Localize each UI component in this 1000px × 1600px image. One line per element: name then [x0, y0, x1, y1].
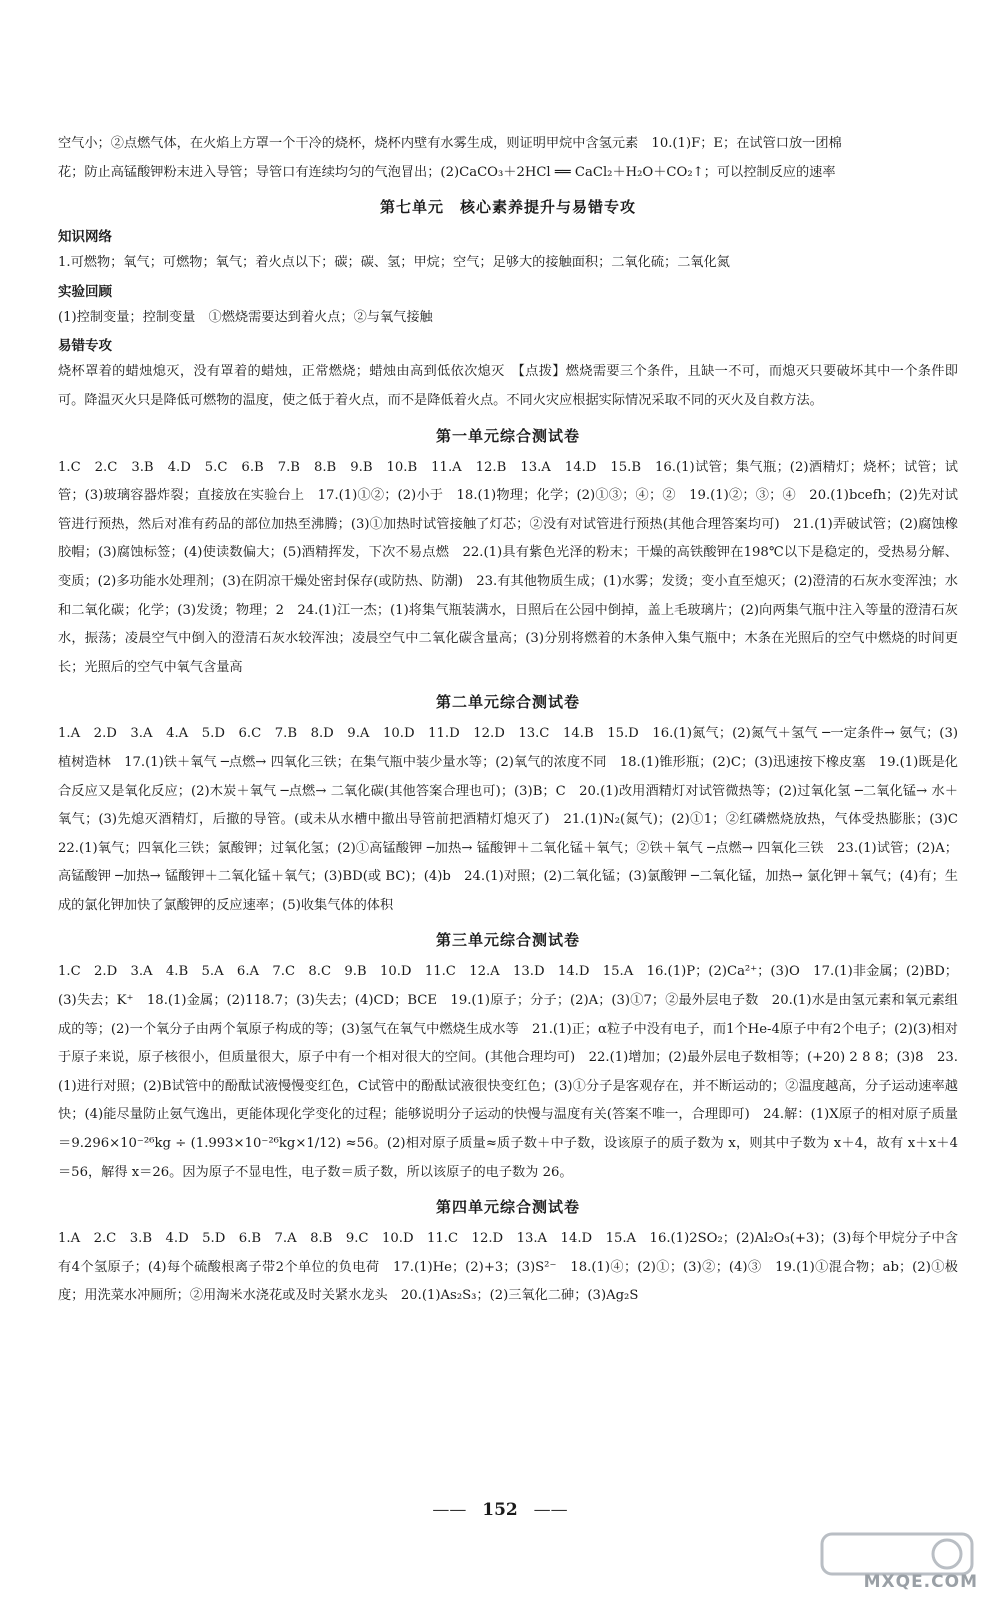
continued-answer-line-2: 花；防止高锰酸钾粉末进入导管；导管口有连续均匀的气泡冒出；(2)CaCO₃＋2HCl ══ CaCl₂＋H₂O＋CO₂↑；可以控制反应的速率 [58, 164, 836, 180]
footer-dash-right-icon: —— [533, 1500, 568, 1520]
error-heading: 易错专攻 [58, 338, 112, 355]
test3-title: 第三单元综合测试卷 [435, 931, 580, 950]
footer-dash-left-icon: —— [432, 1500, 467, 1520]
unit7-title: 第七单元 核心素养提升与易错专攻 [379, 198, 636, 217]
experiment-heading: 实验回顾 [58, 283, 112, 300]
watermark-text: MXQE.COM [863, 1572, 978, 1592]
test4-answers: 1.A 2.C 3.B 4.D 5.D 6.B 7.A 8.B 9.C 10.D 11.C 12.D 13.A 14.D 15.A 16.(1)2SO₂；(2)Al₂O₃(+3)；(3)每个甲烷分子中含有4个氢原子；(4)每个硫酸根离子带2个单位的负电荷 17.(1)He；(2)+3；(3)S²⁻ 18.(1)④；(2)①；(3)②；(4)③ 19.(1)①混合物；ab；(2)①极度；用洗菜水冲厕所；②用淘米水浇花或及时关紧水龙头 20.(1)As₂S₃；(2)三氧化二砷；(3)Ag₂S [58, 1231, 958, 1304]
test2-answers: 1.A 2.D 3.A 4.A 5.D 6.C 7.B 8.D 9.A 10.D 11.D 12.D 13.C 14.B 15.D 16.(1)氮气；(2)氮气＋氢气 ─一定条件→ 氨气；(3)植树造林 17.(1)铁＋氧气 ─点燃→ 四氧化三铁；在集气瓶中装少量水等；(2)氧气的浓度不同 18.(1)锥形瓶；(2)C；(3)迅速按下橡皮塞 19.(1)既是化合反应又是氧化反应；(2)木炭＋氧气 ─点燃→ 二氧化碳(其他答案合理也可)；(3)B；C 20.(1)改用酒精灯对试管微热等；(2)过氧化氢 ─二氧化锰→ 水＋氧气；(3)先熄灭酒精灯，后撤的导管。(或未从水槽中撤出导管前把酒精灯熄灭了) 21.(1)N₂(氮气)；(2)①1；②红磷燃烧放热，气体受热膨胀；(3)C 22.(1)氧气；四氧化三铁；氯酸钾；过氧化氢；(2)①高锰酸钾 ─加热→ 锰酸钾＋二氧化锰＋氧气；②铁＋氧气 ─点燃→ 四氧化三铁 23.(1)试管；(2)A；高锰酸钾 ─加热→ 锰酸钾＋二氧化锰＋氧气；(3)BD(或 BC)；(4)b 24.(1)对照；(2)二氧化锰；(3)氯酸钾 ─二氧化锰，加热→ 氯化钾＋氧气；(4)有；生成的氯化钾加快了氯酸钾的反应速率；(5)收集气体的体积 [58, 726, 972, 913]
error-answers: 烧杯罩着的蜡烛熄灭，没有罩着的蜡烛，正常燃烧；蜡烛由高到低依次熄灭 【点拨】燃烧需要三个条件，且缺一不可，而熄灭只要破坏其中一个条件即可。降温灭火只是降低可燃物的温度，使之低于着火点，而不是降低着火点。不同火灾应根据实际情况采取不同的灭火及自救方法。 [58, 364, 958, 408]
continued-answer-line-1: 空气小；②点燃气体，在火焰上方罩一个干冷的烧杯，烧杯内壁有水雾生成，则证明甲烷中含氢元素 10.(1)F；E；在试管口放一团棉 [58, 136, 842, 151]
answer-page [58, 130, 972, 1311]
test4-title: 第四单元综合测试卷 [435, 1198, 580, 1217]
test1-title: 第一单元综合测试卷 [435, 426, 580, 445]
page-footer [0, 1500, 1000, 1520]
test3-answers: 1.C 2.D 3.A 4.B 5.A 6.A 7.C 8.C 9.B 10.D 11.C 12.A 13.D 14.D 15.A 16.(1)P；(2)Ca²⁺；(3)O 17.(1)非金属；(2)BD；(3)失去；K⁺ 18.(1)金属；(2)118.7；(3)失去；(4)CD；BCE 19.(1)原子；分子；(2)A；(3)①7；②最外层电子数 20.(1)水是由氢元素和氧元素组成的等；(2)一个氧分子由两个氧原子构成的等；(3)氢气在氧气中燃烧生成水等 21.(1)正；α粒子中没有电子，而1个He-4原子中有2个电子；(2)(3)相对于原子来说，原子核很小，但质量很大，原子中有一个相对很大的空间。(其他合理均可) 22.(1)增加；(2)最外层电子数相等；(+20) 2 8 8；(3)8 23.(1)进行对照；(2)B试管中的酚酞试液慢慢变红色，C试管中的酚酞试液很快变红色；(3)①分子是客观存在，并不断运动的；②温度越高，分子运动速率越快；(4)能尽量防止氨气逸出，更能体现化学变化的过程；能够说明分子运动的快慢与温度有关(答案不唯一，合理即可) 24.解：(1)X原子的相对原子质量＝9.296×10⁻²⁶kg ÷ (1.993×10⁻²⁶kg×1/12) ≈56。(2)相对原子质量≈质子数＋中子数，设该原子的质子数为 x，则其中子数为 x＋4，故有 x＋x＋4＝56，解得 x＝26。因为原子不显电性，电子数＝质子数，所以该原子的电子数为 26。 [58, 964, 958, 1180]
knowledge-heading: 知识网络 [58, 229, 112, 246]
knowledge-answers: 1.可燃物；氧气；可燃物；氧气；着火点以下；碳；碳、氢；甲烷；空气；足够大的接触面积；二氧化硫；二氧化氮 [58, 255, 730, 271]
experiment-answers: (1)控制变量；控制变量 ①燃烧需要达到着火点；②与氧气接触 [58, 309, 433, 325]
test1-answers: 1.C 2.C 3.B 4.D 5.C 6.B 7.B 8.B 9.B 10.B 11.A 12.B 13.A 14.D 15.B 16.(1)试管；集气瓶；(2)酒精灯；烧杯；试管；试管；(3)玻璃容器炸裂；直接放在实验台上 17.(1)①②；(2)小于 18.(1)物理；化学；(2)①③；④；② 19.(1)②；③；④ 20.(1)bcefh；(2)先对试管进行预热，然后对准有药品的部位加热至沸腾；(3)①加热时试管接触了灯芯；②没有对试管进行预热(其他合理答案均可) 21.(1)弄破试管；(2)腐蚀橡胶帽；(3)腐蚀标签；(4)使读数偏大；(5)酒精挥发，下次不易点燃 22.(1)具有紫色光泽的粉末；干燥的高铁酸钾在198℃以下是稳定的，受热易分解、变质；(2)多功能水处理剂；(3)在阴凉干燥处密封保存(或防热、防潮) 23.有其他物质生成；(1)水雾；发烫；变小直至熄灭；(2)澄清的石灰水变浑浊；水和二氧化碳；化学；(3)发烫；物理；2 24.(1)江一杰；(1)将集气瓶装满水，日照后在公园中倒掉，盖上毛玻璃片；(2)向两集气瓶中注入等量的澄清石灰水，振荡；凌晨空气中倒入的澄清石灰水较浑浊；凌晨空气中二氧化碳含量高；(3)分别将燃着的木条伸入集气瓶中；木条在光照后的空气中燃烧的时间更长；光照后的空气中氧气含量高 [58, 459, 958, 675]
page-number: 152 [482, 1500, 518, 1520]
test2-title: 第二单元综合测试卷 [435, 693, 580, 712]
